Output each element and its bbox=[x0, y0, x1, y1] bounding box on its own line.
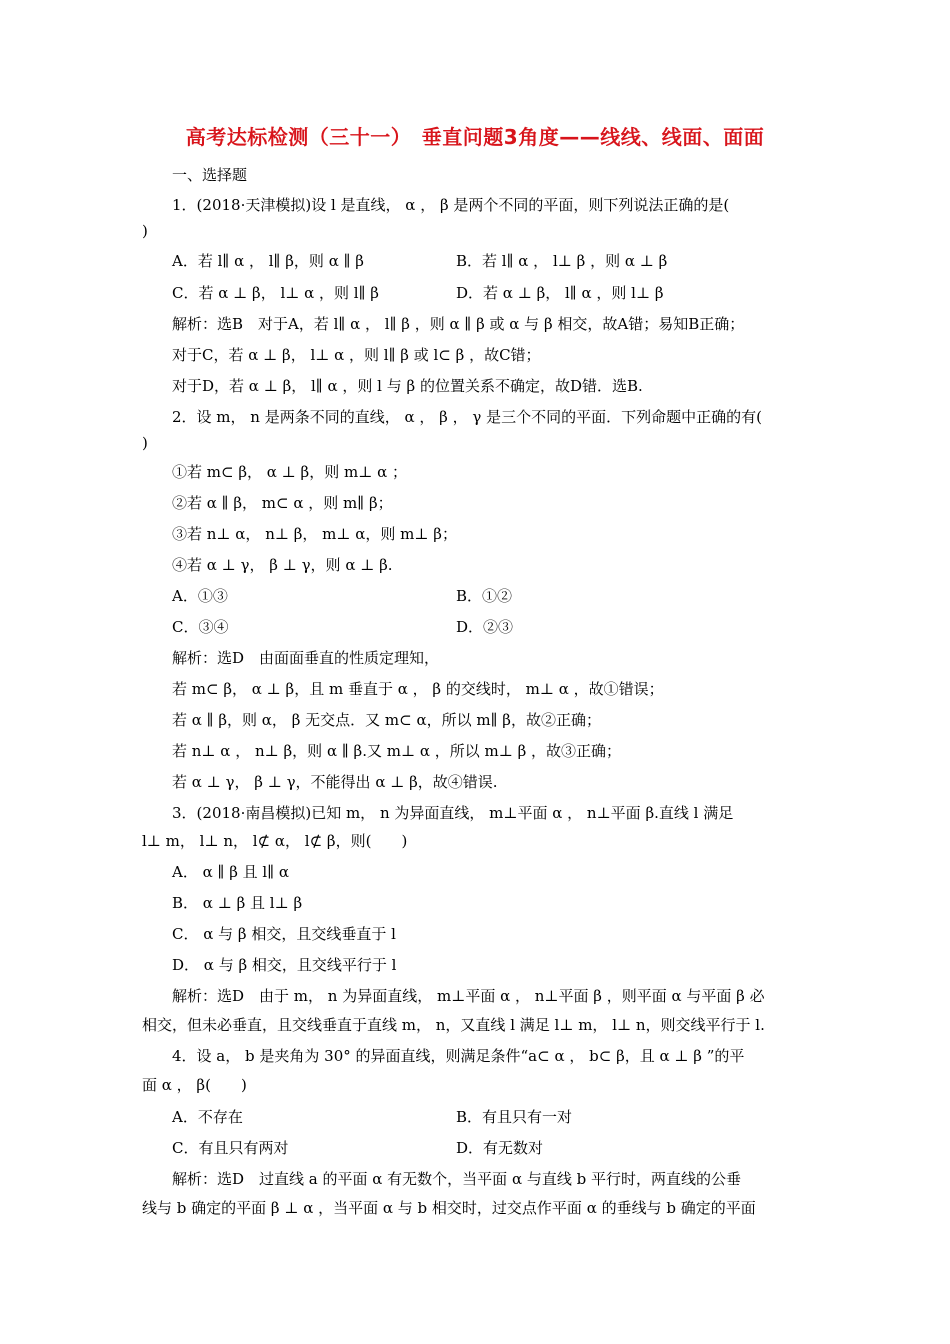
q4-option-a: A．不存在 bbox=[172, 1108, 243, 1126]
page-title: 高考达标检测（三十一） 垂直问题3角度——线线、线面、面面 bbox=[185, 125, 765, 149]
q1-solution-line: 对于C，若 α ⊥ β， l⊥ α ，则 l∥ β 或 l⊂ β ，故C错； bbox=[172, 346, 541, 364]
q1-option-a: A．若 l∥ α ， l∥ β，则 α ∥ β bbox=[172, 252, 364, 270]
q1-stem-cont: ) bbox=[142, 222, 148, 240]
q1-option-c: C．若 α ⊥ β， l⊥ α ，则 l∥ β bbox=[172, 284, 379, 302]
q2-statement: ①若 m⊂ β， α ⊥ β，则 m⊥ α ； bbox=[172, 463, 407, 481]
q2-solution-line: 若 α ∥ β，则 α， β 无交点．又 m⊂ α，所以 m∥ β，故②正确； bbox=[172, 711, 601, 729]
q4-option-d: D．有无数对 bbox=[456, 1139, 544, 1157]
q3-stem-cont: l⊥ m， l⊥ n， l⊄ α， l⊄ β，则( ) bbox=[142, 832, 408, 850]
q3-option-a: A． α ∥ β 且 l∥ α bbox=[172, 863, 290, 881]
q1-option-d: D．若 α ⊥ β， l∥ α ，则 l⊥ β bbox=[456, 284, 664, 302]
q4-option-c: C．有且只有两对 bbox=[172, 1139, 289, 1157]
q3-stem: 3．(2018·南昌模拟)已知 m， n 为异面直线， m⊥平面 α ， n⊥平面 β.直线 l 满足 bbox=[172, 804, 734, 822]
section-heading: 一、选择题 bbox=[172, 166, 248, 184]
q3-option-d: D． α 与 β 相交，且交线平行于 l bbox=[172, 956, 397, 974]
q2-statement: ③若 n⊥ α， n⊥ β， m⊥ α，则 m⊥ β； bbox=[172, 525, 457, 543]
q1-solution-line: 对于D，若 α ⊥ β， l∥ α ，则 l 与 β 的位置关系不确定，故D错．选B. bbox=[172, 377, 643, 395]
q2-option-a: A．①③ bbox=[172, 587, 228, 605]
q2-stem: 2．设 m， n 是两条不同的直线， α ， β ， γ 是三个不同的平面．下列命题中正确的有( bbox=[172, 408, 762, 426]
q2-stem-cont: ) bbox=[142, 434, 148, 452]
q3-solution-line: 解析：选D 由于 m， n 为异面直线， m⊥平面 α ， n⊥平面 β ，则平面 α 与平面 β 必 bbox=[172, 987, 765, 1005]
q1-option-b: B．若 l∥ α ， l⊥ β ，则 α ⊥ β bbox=[456, 252, 668, 270]
q3-option-c: C． α 与 β 相交，且交线垂直于 l bbox=[172, 925, 396, 943]
q2-solution-line: 解析：选D 由面面垂直的性质定理知， bbox=[172, 649, 440, 667]
q4-stem-cont: 面 α ， β( ) bbox=[142, 1076, 247, 1094]
q3-solution-line: 相交，但未必垂直，且交线垂直于直线 m， n，又直线 l 满足 l⊥ m， l⊥ n，则交线平行于 l. bbox=[142, 1016, 765, 1034]
q2-statement: ②若 α ∥ β， m⊂ α ，则 m∥ β； bbox=[172, 494, 393, 512]
q3-option-b: B． α ⊥ β 且 l⊥ β bbox=[172, 894, 303, 912]
q2-option-b: B．①② bbox=[456, 587, 513, 605]
q2-solution-line: 若 α ⊥ γ， β ⊥ γ，不能得出 α ⊥ β，故④错误. bbox=[172, 773, 498, 791]
q1-solution-line: 解析：选B 对于A，若 l∥ α ， l∥ β ，则 α ∥ β 或 α 与 β 相交，故A错；易知B正确； bbox=[172, 315, 745, 333]
q4-stem: 4．设 a， b 是夹角为 30° 的异面直线，则满足条件“a⊂ α ， b⊂ β，且 α ⊥ β ”的平 bbox=[172, 1047, 745, 1065]
q2-solution-line: 若 m⊂ β， α ⊥ β，且 m 垂直于 α ， β 的交线时， m⊥ α ，故①错误； bbox=[172, 680, 664, 698]
q4-option-b: B．有且只有一对 bbox=[456, 1108, 573, 1126]
q4-solution-line: 解析：选D 过直线 a 的平面 α 有无数个，当平面 α 与直线 b 平行时，两直线的公垂 bbox=[172, 1170, 741, 1188]
q2-option-d: D．②③ bbox=[456, 618, 514, 636]
q2-solution-line: 若 n⊥ α ， n⊥ β，则 α ∥ β.又 m⊥ α ，所以 m⊥ β ，故③正确； bbox=[172, 742, 622, 760]
q1-stem: 1．(2018·天津模拟)设 l 是直线， α ， β 是两个不同的平面，则下列说法正确的是( bbox=[172, 196, 730, 214]
q4-solution-line: 线与 b 确定的平面 β ⊥ α ，当平面 α 与 b 相交时，过交点作平面 α 的垂线与 b 确定的平面 bbox=[142, 1199, 756, 1217]
q2-statement: ④若 α ⊥ γ， β ⊥ γ，则 α ⊥ β. bbox=[172, 556, 393, 574]
q2-option-c: C．③④ bbox=[172, 618, 229, 636]
